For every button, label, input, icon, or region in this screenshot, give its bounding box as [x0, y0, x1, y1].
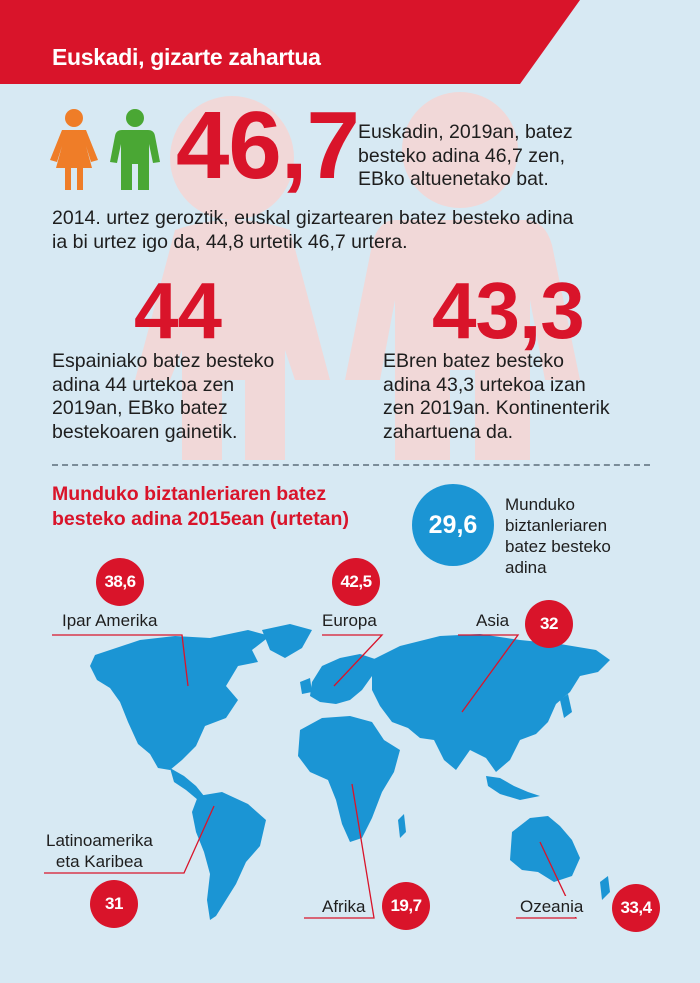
page-title: Euskadi, gizarte zahartua [52, 44, 321, 70]
label-asia: Asia [476, 611, 510, 630]
eu-text: EBren batez besteko adina 43,3 urtekoa izan zen 2019an. Kontinenterik zahartuena da. [383, 350, 610, 443]
label-oceania: Ozeania [520, 897, 584, 916]
central-america [170, 768, 204, 800]
greenland [262, 624, 312, 658]
eu-value: 43,3 [432, 266, 584, 355]
euskadi-value: 46,7 [176, 92, 359, 199]
badge-asia: 32 [525, 600, 573, 648]
male-person-icon [110, 108, 160, 190]
madagascar [398, 814, 406, 838]
badge-oceania: 33,4 [612, 884, 660, 932]
label-africa: Afrika [322, 897, 366, 916]
map-section-title: Munduko biztanleriaren batez besteko adina 2015ean (urtetan) [52, 483, 349, 530]
spain-text: Espainiako batez besteko adina 44 urtekoa zen 2019an, EBko batez bestekoaren gainetik. [52, 350, 275, 443]
south-america [192, 792, 266, 920]
australia [510, 816, 580, 882]
badge-north-america: 38,6 [96, 558, 144, 606]
label-latin-america: Latinoamerika eta Karibea [46, 831, 153, 871]
euskadi-text: Euskadin, 2019an, batez besteko adina 46,7 zen, EBko altuenetako bat. [358, 121, 573, 190]
label-north-america: Ipar Amerika [62, 611, 158, 630]
badge-africa: 19,7 [382, 882, 430, 930]
asia [372, 634, 610, 772]
new-zealand [600, 876, 610, 900]
uk [300, 678, 312, 694]
badge-europe: 42,5 [332, 558, 380, 606]
label-europe: Europa [322, 611, 377, 630]
trend-text: 2014. urtez geroztik, euskal gizartearen batez besteko adina ia bi urtez igo da, 44,8 urtetik 46,7 urtera. [52, 207, 574, 253]
female-person-icon [50, 108, 98, 190]
europe [310, 654, 378, 704]
badge-latin-america: 31 [90, 880, 138, 928]
world-average-text: Munduko biztanleriaren batez besteko adina [505, 495, 611, 577]
spain-value: 44 [134, 266, 221, 355]
section-divider [52, 464, 650, 466]
north-america [90, 630, 270, 770]
africa [298, 716, 400, 842]
world-average-badge: 29,6 [412, 484, 494, 566]
indonesia [486, 776, 540, 800]
